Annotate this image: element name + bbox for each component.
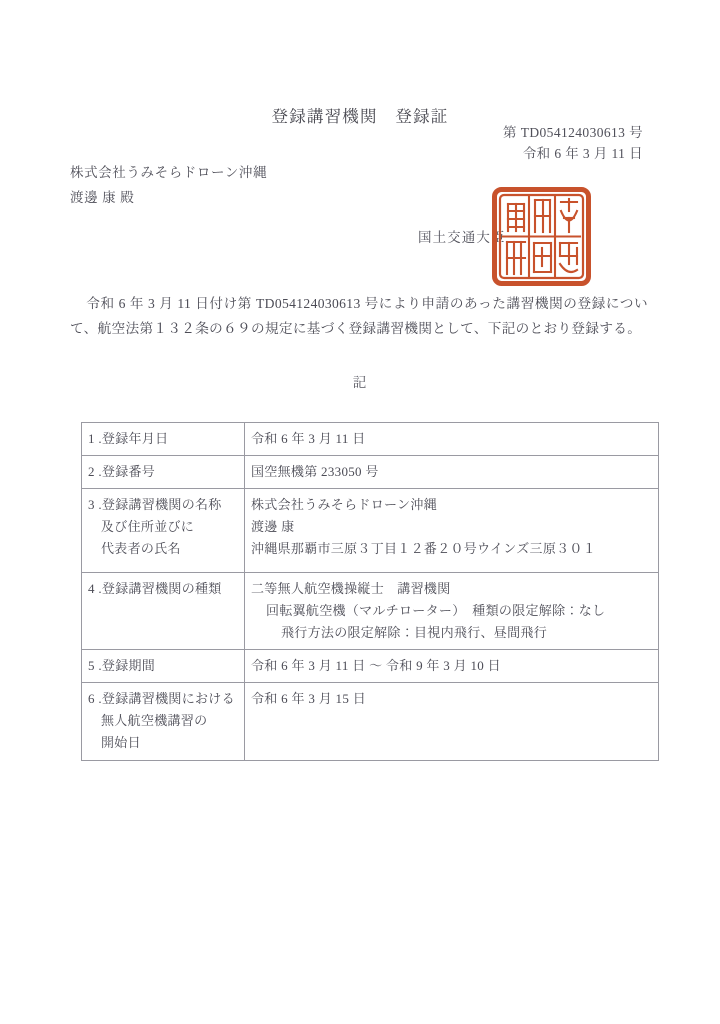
table-row: [82, 650, 659, 683]
table-row: [82, 683, 659, 761]
body-paragraph: [70, 291, 648, 341]
label-line: 5 .登録期間: [88, 658, 156, 673]
addressee-block: [70, 160, 267, 210]
table-row-label: [82, 573, 245, 650]
value-line: 令和 6 年 3 月 11 日 ～ 令和 9 年 3 月 10 日: [251, 658, 501, 673]
table-row-value: [245, 573, 659, 650]
label-line: 3 .登録講習機関の名称: [88, 497, 222, 512]
label-line: 代表者の氏名: [101, 541, 181, 556]
label-line: 2 .登録番号: [88, 464, 156, 479]
table-row: [82, 489, 659, 573]
table-row-value: [245, 456, 659, 489]
label-line: 開始日: [101, 735, 141, 750]
page-title: 登録講習機関 登録証: [271, 107, 449, 126]
issue-date: 令和 6 年 3 月 11 日: [522, 146, 643, 161]
table-row: [82, 573, 659, 650]
label-line: 4 .登録講習機関の種類: [88, 581, 222, 596]
label-line: 6 .登録講習機関における: [88, 691, 235, 706]
table-row-value: [245, 489, 659, 573]
body-paragraph-line-1: 令和 6 年 3 月 11 日付け第 TD054124030613 号により申請のあった講習機関の登録につい: [86, 296, 648, 311]
value-line: 令和 6 年 3 月 11 日: [251, 431, 366, 446]
issuer-title: 国土交通大臣: [418, 230, 506, 245]
table-row-label: [82, 650, 245, 683]
document-number: 第 TD054124030613 号: [503, 125, 643, 140]
table-row-label: [82, 423, 245, 456]
header-meta: [503, 122, 643, 164]
value-line: 国空無機第 233050 号: [251, 464, 379, 479]
table-row-label: [82, 489, 245, 573]
table-row: [82, 423, 659, 456]
table-row-label: [82, 456, 245, 489]
addressee-person: 渡邊 康 殿: [70, 190, 135, 205]
table-row-label: [82, 683, 245, 761]
ki-mark: 記: [352, 375, 368, 390]
body-paragraph-line-2: て、航空法第１３２条の６９の規定に基づく登録講習機関として、下記のとおり登録する。: [70, 321, 642, 336]
table-row-value: [245, 683, 659, 761]
value-line: 回転翼航空機（マルチローター） 種類の限定解除：なし: [266, 603, 606, 618]
value-line: 渡邊 康: [251, 519, 295, 534]
label-line: 無人航空機講習の: [101, 713, 208, 728]
label-line: 1 .登録年月日: [88, 431, 169, 446]
value-line: 飛行方法の限定解除：目視内飛行、昼間飛行: [281, 625, 548, 640]
registration-table: [81, 422, 659, 761]
value-line: 沖縄県那覇市三原３丁目１２番２０号ウインズ三原３０１: [251, 541, 597, 556]
value-line: 二等無人航空機操縦士 講習機関: [251, 581, 451, 596]
value-line: 令和 6 年 3 月 15 日: [251, 691, 366, 706]
label-line: 及び住所並びに: [101, 519, 195, 534]
table-row: [82, 456, 659, 489]
addressee-organization: 株式会社うみそらドローン沖縄: [70, 165, 268, 180]
value-line: 株式会社うみそらドローン沖縄: [251, 497, 437, 512]
minister-official-seal-icon: [491, 186, 592, 287]
table-row-value: [245, 650, 659, 683]
table-row-value: [245, 423, 659, 456]
